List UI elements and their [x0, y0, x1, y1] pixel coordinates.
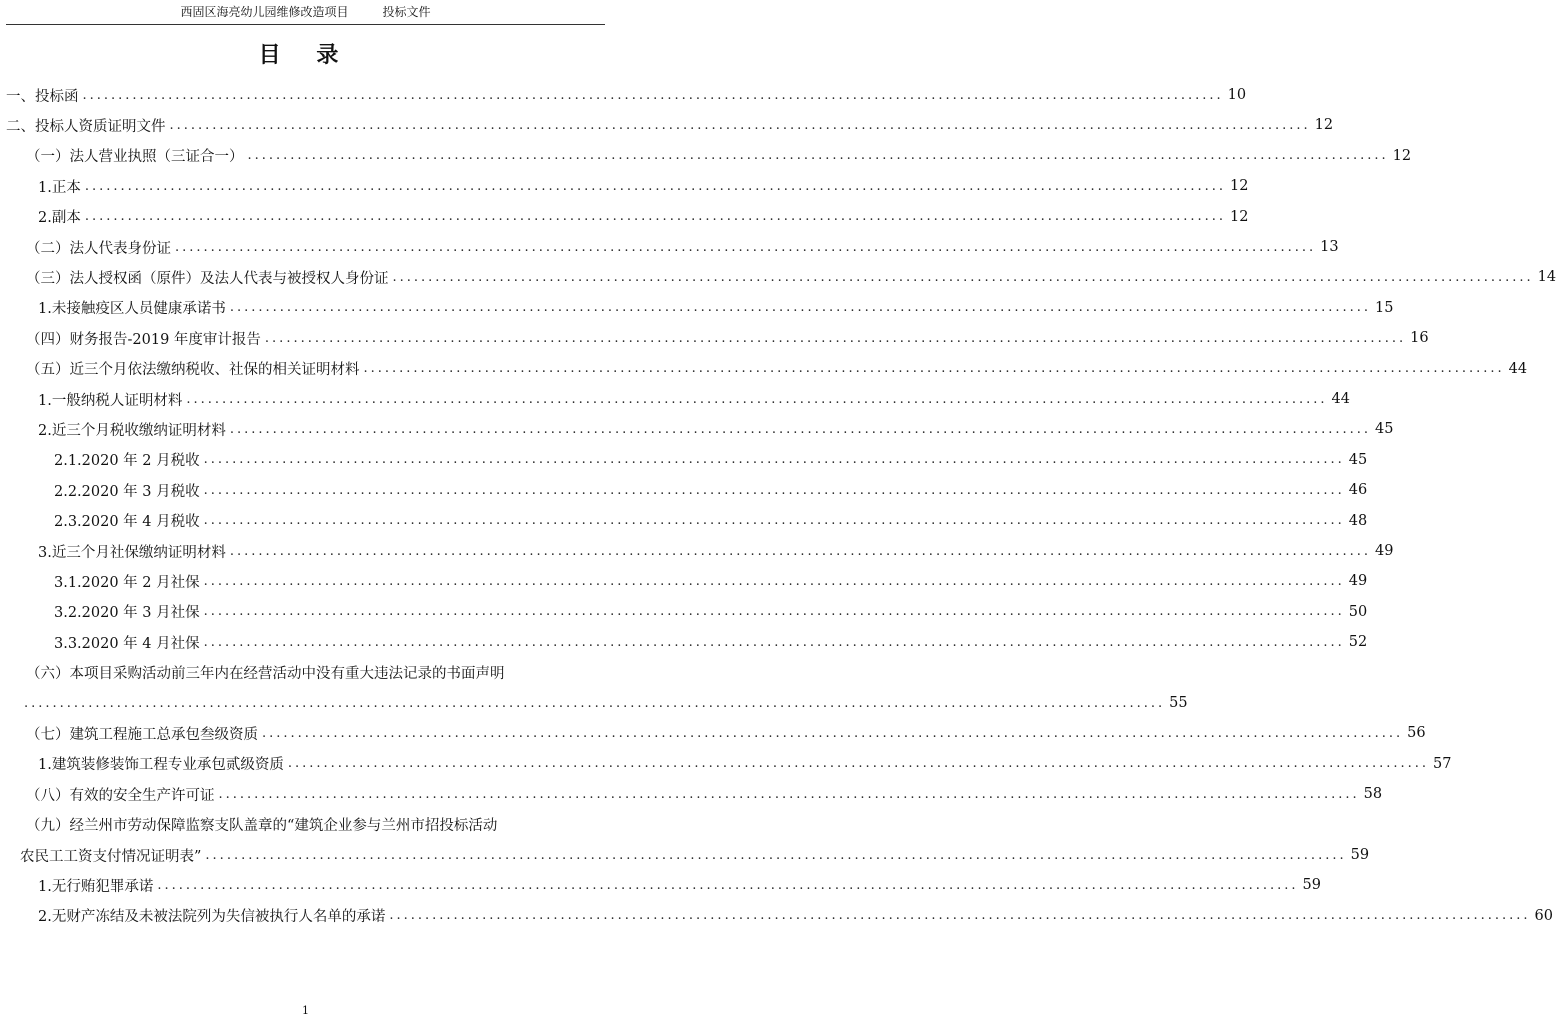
header-doc-type: 投标文件: [382, 5, 431, 19]
toc-leader-dots: ................................................................................................................................................................: [262, 725, 1404, 741]
page-number: 1: [302, 1004, 309, 1017]
toc-leader-dots: ................................................................................................................................................................: [84, 178, 1227, 194]
toc-entry: [26, 810, 594, 840]
page-header: [0, 2, 611, 22]
toc-entry: [38, 749, 1452, 779]
toc-entry-page: 44: [1508, 360, 1528, 377]
toc-entry-page: 45: [1375, 421, 1394, 438]
toc-entry-page: 45: [1348, 451, 1368, 468]
toc-entry-page: 12: [1230, 178, 1249, 195]
toc-entry: [54, 445, 1368, 475]
toc-entry-page: 44: [1331, 391, 1350, 407]
toc-leader-dots: ................................................................................................................................................................: [203, 482, 1345, 498]
toc-leader-dots: ................................................................................................................................................................: [363, 361, 1505, 377]
toc-entry-title: （六）本项目采购活动前三年内在经营活动中没有重大违法记录的书面声明: [26, 666, 505, 683]
toc-leader-dots: ................................................................................................................................................................: [82, 87, 1224, 103]
toc-leader-dots: ................................................................................................................................................................: [169, 117, 1311, 133]
toc-entry: [54, 506, 1368, 536]
toc-entry-title: 3.1.2020 年 2 月社保: [54, 574, 200, 591]
toc-entry-title: 2.副本: [38, 210, 81, 227]
toc-entry-title: 1.无行贿犯罪承诺: [38, 878, 154, 895]
toc-entry-title: （一）法人营业执照（三证合一）: [26, 149, 244, 166]
toc-leader-dots: ................................................................................................................................................................: [84, 209, 1227, 225]
toc-entry: [54, 627, 1368, 657]
toc-leader-dots: ................................................................................................................................................................: [157, 877, 1299, 893]
toc-entry-title: 1.一般纳税人证明材料: [38, 392, 183, 409]
toc-entry-page: 58: [1363, 786, 1383, 803]
toc-leader-dots: ................................................................................................................................................................: [247, 148, 1389, 164]
toc-entry-page: 52: [1348, 634, 1368, 651]
toc-entry: [6, 110, 1334, 140]
toc-entry-page: 50: [1348, 603, 1368, 620]
toc-entry: [6, 80, 1247, 110]
toc-entry-page: 12: [1392, 147, 1412, 164]
toc-entry-page: 59: [1350, 847, 1370, 863]
toc-entry-page: 10: [1227, 87, 1247, 103]
toc-leader-dots: ................................................................................................................................................................: [264, 330, 1407, 346]
toc-entry-page: 49: [1375, 543, 1394, 559]
toc-entry: [26, 323, 1429, 353]
toc-entry: [54, 566, 1368, 596]
toc-entry-title: （九）经兰州市劳动保障监察支队盖章的“建筑企业参与兰州市招投标活动: [26, 818, 498, 835]
toc-entry-page: 55: [1169, 695, 1188, 711]
toc-entry: [26, 718, 1426, 748]
toc-leader-dots: ................................................................................................................................................................: [203, 634, 1345, 650]
toc-entry: [38, 901, 1553, 931]
toc-entry: [26, 232, 1339, 262]
toc-entry-title: （七）建筑工程施工总承包叁级资质: [26, 726, 258, 743]
toc-leader-dots: ................................................................................................................................................................: [175, 239, 1317, 255]
toc-entry-title: 一、投标函: [6, 88, 79, 105]
toc-entry-title: 2.近三个月税收缴纳证明材料: [38, 422, 226, 439]
toc-entry-page: 13: [1320, 239, 1339, 255]
toc-entry: [26, 658, 594, 688]
toc-entry-page: 16: [1410, 330, 1429, 347]
toc-entry: [54, 597, 1368, 627]
toc-entry: [26, 262, 1556, 292]
toc-entry-title: 2.无财产冻结及未被法院列为失信被执行人名单的承诺: [38, 909, 386, 926]
toc-leader-dots: ................................................................................................................................................................: [205, 847, 1347, 863]
toc-entry-title: 1.建筑装修装饰工程专业承包贰级资质: [38, 757, 284, 774]
toc-entry: [26, 141, 1412, 171]
toc-entry-title: 二、投标人资质证明文件: [6, 118, 166, 135]
toc-leader-dots: ................................................................................................................................................................: [229, 300, 1372, 316]
toc-entry-title: 3.3.2020 年 4 月社保: [54, 635, 200, 652]
toc-entry: [38, 870, 1321, 900]
toc-leader-dots: ................................................................................................................................................................: [203, 513, 1345, 529]
toc-entry-title: 3.近三个月社保缴纳证明材料: [38, 544, 226, 561]
toc-entry-page: 14: [1537, 269, 1556, 286]
toc-leader-dots: ................................................................................................................................................................: [389, 908, 1531, 924]
toc-entry: [38, 202, 1249, 232]
toc-entry-title: （五）近三个月依法缴纳税收、社保的相关证明材料: [26, 362, 360, 379]
toc-entry: [20, 840, 1370, 870]
toc-leader-dots: ................................................................................................................................................................: [287, 756, 1430, 772]
toc-entry-title: 2.3.2020 年 4 月税收: [54, 514, 200, 531]
toc-leader-dots: ................................................................................................................................................................: [203, 604, 1345, 620]
toc-entry-title: 1.正本: [38, 179, 81, 196]
toc-entry-title: 2.1.2020 年 2 月税收: [54, 453, 200, 470]
toc-leader-dots: ................................................................................................................................................................: [186, 391, 1328, 407]
toc-entry-page: 12: [1314, 117, 1334, 134]
toc-entry: [26, 779, 1383, 809]
toc-leader-dots: ................................................................................................................................................................: [218, 786, 1360, 802]
header-project-name: 西固区海亮幼儿园维修改造项目: [180, 5, 349, 19]
toc-entry-title: 农民工工资支付情况证明表”: [20, 848, 202, 865]
toc-entry-title: （二）法人代表身份证: [26, 240, 171, 257]
toc-title: 目 录: [258, 42, 353, 68]
toc-entry-title: 1.未接触疫区人员健康承诺书: [38, 301, 226, 318]
toc-entry-page: 57: [1433, 755, 1452, 772]
toc-entry-page: 56: [1407, 725, 1426, 742]
header-divider: [6, 24, 605, 25]
toc-entry: [38, 414, 1394, 444]
toc-entry-page: 60: [1534, 907, 1553, 924]
toc-entry: [26, 354, 1528, 384]
toc-leader-dots: ................................................................................................................................................................: [24, 695, 1166, 711]
toc-entry-page: 12: [1230, 208, 1249, 225]
toc-entry-title: 3.2.2020 年 3 月社保: [54, 605, 200, 622]
toc-leader-dots: ................................................................................................................................................................: [392, 269, 1534, 285]
toc-leader-dots: ................................................................................................................................................................: [203, 573, 1345, 589]
toc-entry-title: 2.2.2020 年 3 月税收: [54, 483, 200, 500]
toc-leader-dots: ................................................................................................................................................................: [229, 543, 1372, 559]
toc-entry: [38, 171, 1249, 201]
toc-leader-dots: ................................................................................................................................................................: [203, 452, 1345, 468]
toc-entry-page: 59: [1302, 877, 1321, 894]
toc-entry-title: （四）财务报告-2019 年度审计报告: [26, 331, 261, 348]
toc-entry: [38, 384, 1350, 414]
toc-entry-page: 49: [1348, 573, 1368, 590]
toc-leader-dots: ................................................................................................................................................................: [229, 421, 1372, 437]
toc-entry-title: （三）法人授权函（原件）及法人代表与被授权人身份证: [26, 270, 389, 287]
toc-entry-title: （八）有效的安全生产许可证: [26, 787, 215, 804]
toc-entry-page: 15: [1375, 299, 1394, 316]
toc-entry: [38, 293, 1394, 323]
toc-entry-page: 48: [1348, 512, 1368, 529]
toc-entry: [20, 688, 1188, 718]
toc-entry: [38, 536, 1394, 566]
toc-entry-page: 46: [1348, 482, 1368, 499]
toc-entry: [54, 475, 1368, 505]
